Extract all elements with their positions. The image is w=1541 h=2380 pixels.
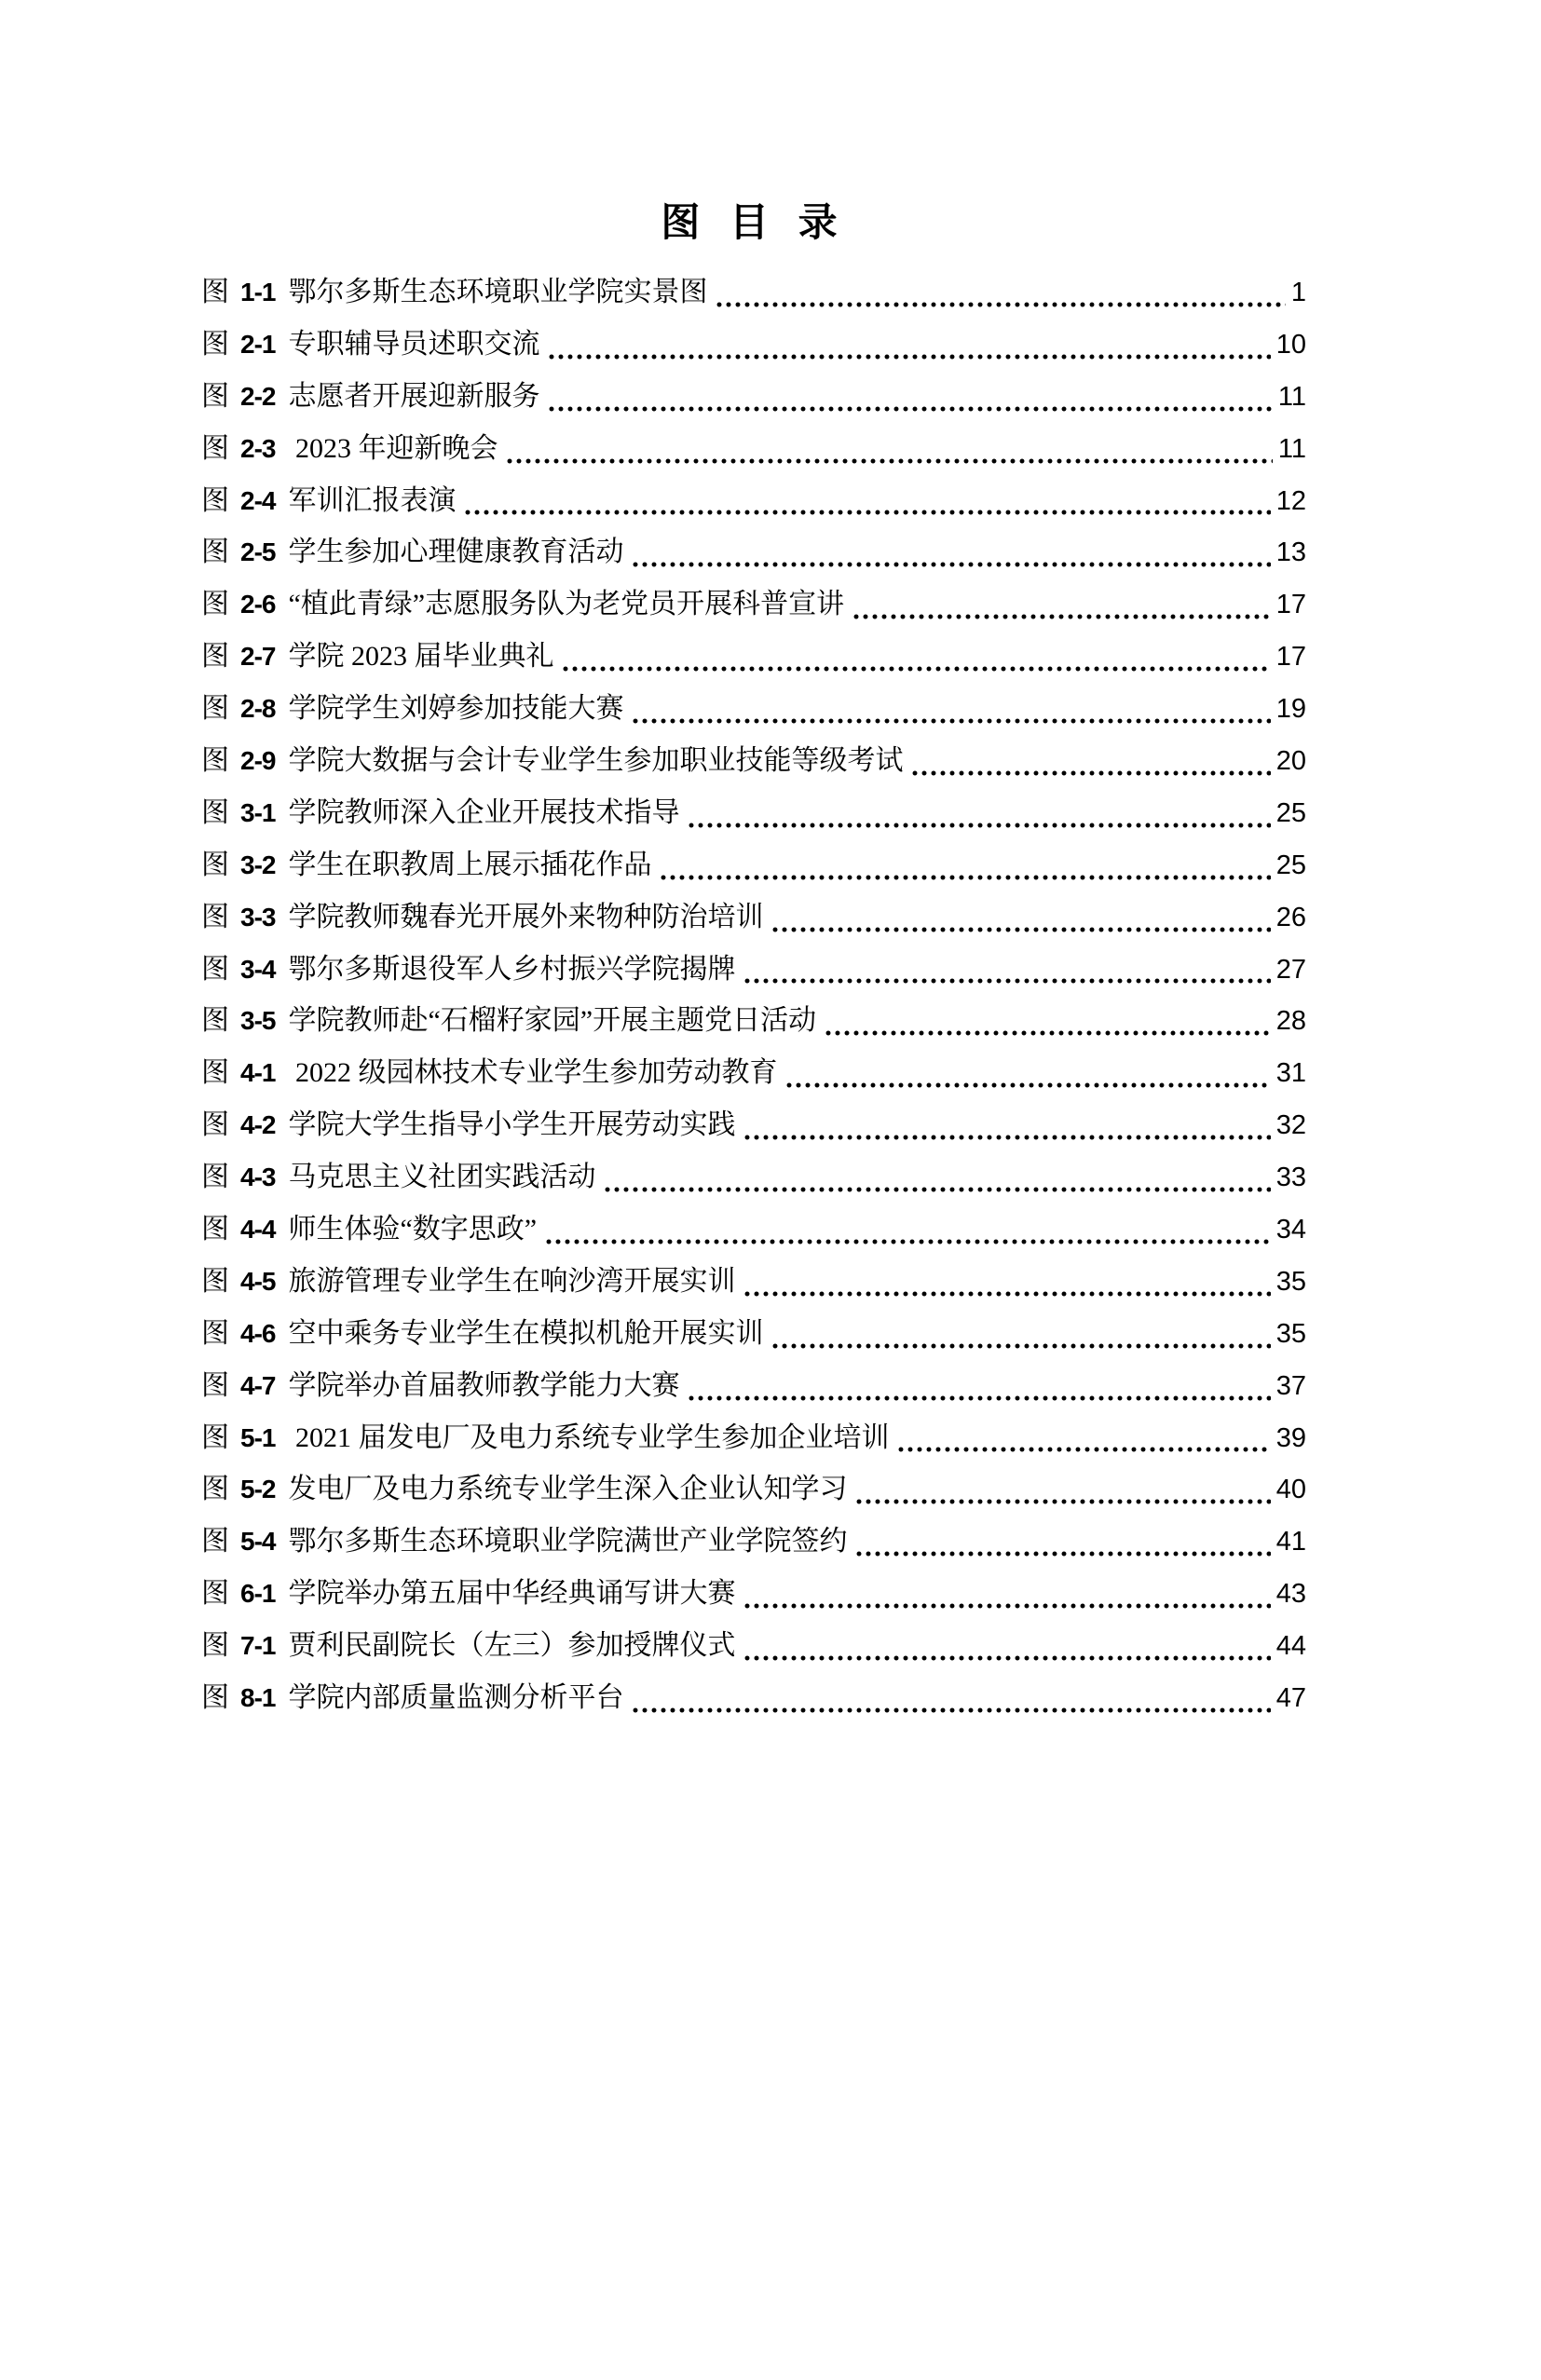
toc-entry[interactable] — [201, 1310, 1306, 1362]
toc-entry[interactable] — [201, 477, 1306, 529]
toc-entry-figure-number: 2-1 — [240, 329, 276, 359]
dot-leader — [631, 528, 1270, 580]
toc-entry-figure-number: 4-7 — [240, 1370, 276, 1400]
dot-leader — [743, 1622, 1270, 1674]
toc-entry-title: 学院大学生指导小学生开展劳动实践 — [288, 1109, 736, 1141]
toc-entry-page-number: 35 — [1275, 1318, 1306, 1349]
dot-leader — [854, 1517, 1270, 1570]
toc-entry-page-number: 19 — [1275, 694, 1306, 725]
toc-entry-figure-word: 图 — [201, 641, 229, 673]
toc-entry-page-number: 31 — [1275, 1058, 1306, 1089]
toc-entry-figure-number: 2-8 — [240, 694, 276, 724]
toc-entry-figure-number: 4-6 — [240, 1318, 276, 1348]
toc-entry[interactable] — [201, 945, 1306, 998]
toc-entry-figure-number: 4-3 — [240, 1163, 276, 1192]
toc-entry-figure-number: 2-5 — [240, 537, 276, 567]
toc-entry-page-number: 28 — [1275, 1006, 1306, 1037]
toc-entry-figure-word: 图 — [201, 484, 229, 516]
toc-entry-title: 空中乘务专业学生在模拟机舱开展实训 — [288, 1317, 764, 1349]
toc-entry[interactable] — [201, 1205, 1306, 1258]
toc-entry-title: 师生体验“数字思政” — [288, 1214, 538, 1245]
toc-entry-page-number: 1 — [1290, 278, 1306, 307]
toc-entry-figure-number: 3-5 — [240, 1006, 276, 1036]
toc-entry-figure-word: 图 — [201, 1369, 229, 1401]
toc-entry-figure-word: 图 — [201, 432, 229, 464]
toc-entry-figure-number: 2-6 — [240, 590, 276, 619]
toc-entry-figure-word: 图 — [201, 1005, 229, 1037]
toc-entry-title: 旅游管理专业学生在响沙湾开展实训 — [288, 1265, 736, 1297]
toc-entry[interactable] — [201, 1674, 1306, 1726]
toc-entry-figure-number: 5-4 — [240, 1527, 276, 1557]
toc-entry-page-number: 11 — [1277, 433, 1306, 464]
toc-entry-page-number: 37 — [1275, 1370, 1306, 1401]
toc-entry[interactable] — [201, 1153, 1306, 1205]
toc-entry-figure-word: 图 — [201, 796, 229, 828]
toc-entry-title: 鄂尔多斯生态环境职业学院实景图 — [288, 277, 708, 307]
toc-entry-figure-number: 2-7 — [240, 642, 276, 672]
dot-leader — [784, 1049, 1270, 1101]
toc-entry-title: 学院教师深入企业开展技术指导 — [288, 796, 680, 828]
dot-leader — [687, 789, 1270, 841]
dot-leader — [631, 1674, 1270, 1726]
dot-leader — [770, 1310, 1270, 1362]
toc-entry[interactable] — [201, 841, 1306, 893]
toc-entry-page-number: 40 — [1275, 1475, 1306, 1505]
toc-entry-figure-number: 1-1 — [240, 278, 276, 306]
figure-toc-list — [201, 268, 1306, 1726]
dot-leader — [896, 1414, 1270, 1466]
toc-entry-figure-number: 4-1 — [240, 1058, 276, 1088]
toc-entry-figure-number: 2-2 — [240, 381, 276, 411]
toc-entry-title: 学院内部质量监测分析平台 — [288, 1682, 624, 1714]
toc-entry-figure-word: 图 — [201, 1578, 229, 1610]
toc-entry-title: 马克思主义社团实践活动 — [288, 1162, 596, 1193]
toc-entry-figure-number: 7-1 — [240, 1631, 276, 1661]
toc-entry-title: 军训汇报表演 — [288, 484, 457, 516]
toc-entry-figure-word: 图 — [201, 849, 229, 880]
dot-leader — [852, 580, 1271, 632]
toc-entry[interactable] — [201, 789, 1306, 841]
toc-entry-figure-word: 图 — [201, 537, 229, 568]
toc-entry[interactable] — [201, 268, 1306, 320]
dot-leader — [505, 425, 1272, 477]
toc-entry-page-number: 25 — [1275, 797, 1306, 828]
toc-entry-page-number: 27 — [1275, 954, 1306, 985]
toc-entry-title: 学院举办首届教师教学能力大赛 — [288, 1369, 680, 1401]
toc-entry-figure-word: 图 — [201, 1265, 229, 1297]
toc-entry[interactable] — [201, 1414, 1306, 1466]
toc-entry[interactable] — [201, 1258, 1306, 1310]
toc-entry-figure-word: 图 — [201, 380, 229, 412]
toc-entry[interactable] — [201, 373, 1306, 425]
dot-leader — [743, 1101, 1270, 1153]
toc-entry-page-number: 26 — [1275, 902, 1306, 932]
toc-entry-page-number: 17 — [1275, 642, 1306, 673]
toc-entry[interactable] — [201, 893, 1306, 945]
dot-leader — [544, 1205, 1271, 1258]
dot-leader — [561, 632, 1270, 685]
toc-entry-figure-word: 图 — [201, 693, 229, 725]
toc-entry-page-number: 10 — [1275, 329, 1306, 360]
toc-entry-figure-number: 8-1 — [240, 1683, 276, 1713]
toc-entry-title: 学院大数据与会计专业学生参加职业技能等级考试 — [288, 745, 904, 777]
toc-entry-figure-number: 5-1 — [240, 1422, 276, 1452]
toc-entry-page-number: 13 — [1275, 537, 1306, 568]
toc-entry-page-number: 32 — [1275, 1110, 1306, 1141]
dot-leader — [770, 893, 1270, 945]
toc-entry-figure-word: 图 — [201, 901, 229, 932]
toc-entry-title: 学院 2023 届毕业典礼 — [288, 641, 554, 673]
toc-entry-figure-word: 图 — [201, 1162, 229, 1193]
toc-entry-page-number: 35 — [1275, 1266, 1306, 1297]
toc-entry-title: 志愿者开展迎新服务 — [288, 380, 540, 412]
toc-entry-figure-word: 图 — [201, 328, 229, 360]
dot-leader — [743, 1570, 1270, 1622]
toc-entry-figure-number: 2-4 — [240, 485, 276, 515]
toc-entry-title: “植此青绿”志愿服务队为老党员开展科普宣讲 — [288, 589, 845, 620]
toc-entry-figure-word: 图 — [201, 277, 229, 307]
toc-entry-page-number: 34 — [1275, 1215, 1306, 1245]
toc-entry[interactable] — [201, 580, 1306, 632]
dot-leader — [715, 268, 1285, 320]
toc-entry-title: 发电厂及电力系统专业学生深入企业认知学习 — [288, 1474, 848, 1505]
toc-entry-title: 专职辅导员述职交流 — [288, 328, 540, 360]
dot-leader — [547, 320, 1270, 373]
toc-entry[interactable] — [201, 1517, 1306, 1570]
toc-entry-figure-number: 4-4 — [240, 1215, 276, 1244]
toc-entry-title: 学院学生刘婷参加技能大赛 — [288, 693, 624, 725]
toc-entry[interactable] — [201, 737, 1306, 789]
toc-entry-page-number: 43 — [1275, 1579, 1306, 1610]
dot-leader — [547, 373, 1272, 425]
toc-entry-title: 贾利民副院长（左三）参加授牌仪式 — [288, 1630, 736, 1662]
dot-leader — [743, 945, 1270, 998]
dot-leader — [854, 1465, 1270, 1517]
toc-entry-title: 鄂尔多斯退役军人乡村振兴学院揭牌 — [288, 953, 736, 985]
toc-entry-page-number: 47 — [1275, 1683, 1306, 1714]
dot-leader — [631, 685, 1270, 737]
dot-leader — [687, 1362, 1270, 1414]
toc-entry-figure-number: 3-3 — [240, 902, 276, 932]
toc-entry-page-number: 20 — [1275, 746, 1306, 777]
toc-entry-page-number: 12 — [1275, 485, 1306, 516]
dot-leader — [743, 1258, 1270, 1310]
toc-entry-figure-number: 5-2 — [240, 1475, 276, 1504]
toc-entry-figure-word: 图 — [201, 1526, 229, 1557]
toc-entry-figure-number: 4-5 — [240, 1266, 276, 1296]
page-title: 图 目 录 — [661, 200, 847, 244]
toc-entry[interactable] — [201, 632, 1306, 685]
toc-entry-page-number: 44 — [1275, 1631, 1306, 1662]
toc-entry-figure-word: 图 — [201, 953, 229, 985]
toc-entry[interactable] — [201, 1622, 1306, 1674]
document-page — [0, 201, 1541, 1726]
toc-entry-figure-word: 图 — [201, 1057, 229, 1089]
toc-entry-figure-word: 图 — [201, 1682, 229, 1714]
toc-entry-title: 学院举办第五届中华经典诵写讲大赛 — [288, 1578, 736, 1610]
toc-entry-page-number: 33 — [1275, 1163, 1306, 1193]
toc-entry-figure-word: 图 — [201, 1421, 229, 1453]
toc-entry[interactable] — [201, 685, 1306, 737]
toc-entry-title: 鄂尔多斯生态环境职业学院满世产业学院签约 — [288, 1526, 848, 1557]
toc-entry-figure-word: 图 — [201, 745, 229, 777]
toc-entry-page-number: 11 — [1277, 381, 1306, 412]
dot-leader — [603, 1153, 1270, 1205]
toc-entry-figure-number: 3-2 — [240, 850, 276, 879]
dot-leader — [463, 477, 1270, 529]
toc-entry-title: 学院教师赴“石榴籽家园”开展主题党日活动 — [288, 1005, 817, 1037]
toc-entry-page-number: 25 — [1275, 850, 1306, 880]
dot-leader — [659, 841, 1270, 893]
toc-entry[interactable] — [201, 1362, 1306, 1414]
toc-entry-figure-word: 图 — [201, 589, 229, 620]
toc-entry-figure-word: 图 — [201, 1109, 229, 1141]
toc-entry[interactable] — [201, 425, 1306, 477]
toc-entry-title: 2022 级园林技术专业学生参加劳动教育 — [288, 1057, 778, 1089]
toc-entry-title: 学院教师魏春光开展外来物种防治培训 — [288, 901, 764, 932]
toc-entry[interactable] — [201, 997, 1306, 1049]
toc-entry-figure-number: 2-3 — [240, 433, 276, 463]
dot-leader — [910, 737, 1270, 789]
toc-entry-figure-number: 6-1 — [240, 1579, 276, 1609]
toc-entry[interactable] — [201, 1049, 1306, 1101]
toc-entry-figure-word: 图 — [201, 1474, 229, 1505]
toc-entry-figure-number: 2-9 — [240, 746, 276, 776]
toc-entry-figure-word: 图 — [201, 1317, 229, 1349]
toc-entry-page-number: 41 — [1275, 1527, 1306, 1557]
toc-entry-figure-number: 3-1 — [240, 797, 276, 827]
toc-entry-page-number: 39 — [1275, 1422, 1306, 1453]
dot-leader — [824, 997, 1271, 1049]
toc-entry-title: 学生参加心理健康教育活动 — [288, 537, 624, 568]
toc-entry[interactable] — [201, 528, 1306, 580]
toc-entry-page-number: 17 — [1275, 590, 1306, 620]
toc-entry-figure-word: 图 — [201, 1630, 229, 1662]
toc-entry[interactable] — [201, 320, 1306, 373]
toc-entry-figure-word: 图 — [201, 1214, 229, 1245]
toc-entry-figure-number: 3-4 — [240, 954, 276, 984]
toc-entry-title: 2021 届发电厂及电力系统专业学生参加企业培训 — [288, 1421, 890, 1453]
toc-entry[interactable] — [201, 1465, 1306, 1517]
toc-entry-figure-number: 4-2 — [240, 1110, 276, 1140]
toc-entry[interactable] — [201, 1101, 1306, 1153]
toc-entry-title: 学生在职教周上展示插花作品 — [288, 849, 652, 880]
toc-entry-title: 2023 年迎新晚会 — [288, 432, 498, 464]
toc-entry[interactable] — [201, 1570, 1306, 1622]
